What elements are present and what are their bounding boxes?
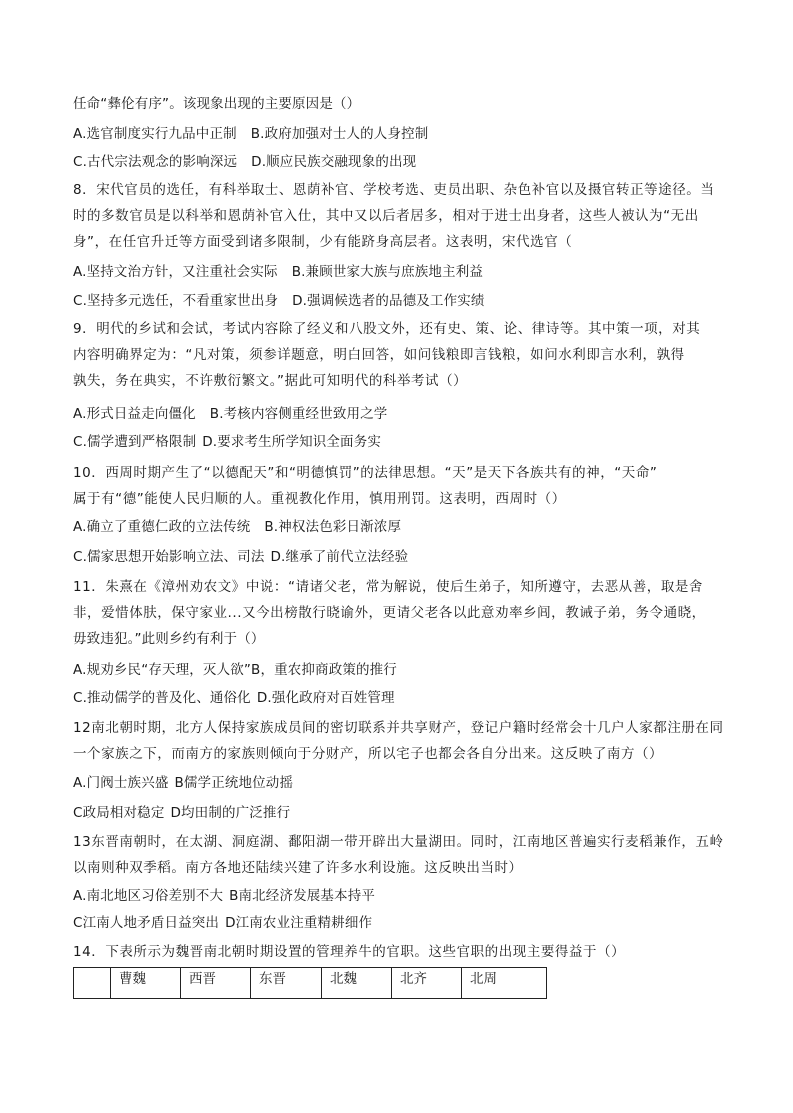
- q13-option-c: C江南人地矛盾日益突出: [73, 915, 220, 931]
- table-cell: 东晋: [251, 968, 322, 999]
- table-cell: 曹魏: [111, 968, 181, 999]
- q13-options-ab: [73, 887, 375, 905]
- q10-option-b: B.神权法色彩日渐浓厚: [264, 519, 402, 535]
- q11-stem-line-1: 11．朱熹在《漳州劝农文》中说：“请诸父老，常为解说，使后生弟子，知所遵守，去恶从善，取是舍: [73, 579, 703, 595]
- q10-option-c: C.儒家思想开始影响立法、司法: [73, 549, 265, 565]
- q13-option-d: D江南农业注重精耕细作: [225, 915, 373, 931]
- q7-option-c: C.古代宗法观念的影响深远: [73, 154, 238, 170]
- q9-stem-line-2: 内容明确界定为：“凡对策，须参详题意，明白回答，如问钱粮即言钱粮，如问水利即言水利，孰得: [73, 347, 685, 363]
- q9-option-a: A.形式日益走向僵化: [73, 406, 196, 422]
- q7-options-ab: [73, 125, 428, 143]
- q12-options-ab: [73, 774, 293, 792]
- q11-options-cd: [73, 689, 395, 707]
- q9-options-cd: [73, 433, 381, 451]
- q7-option-d: D.顺应民族交融现象的出现: [251, 154, 417, 170]
- office-table: [73, 967, 547, 999]
- q8-stem-line-1: 8．宋代官员的选任，有科举取士、恩荫补官、学校考选、吏员出职、杂色补官以及摄官转正等途径。当: [73, 182, 715, 198]
- q12-stem-line-2: 一个家族之下，而南方的家族则倾向于分财产，所以宅子也都会各自分出来。这反映了南方（）: [73, 746, 664, 762]
- q8-option-b: B.兼顾世家大族与庶族地主利益: [291, 264, 484, 280]
- q10-option-d: D.继承了前代立法经验: [270, 549, 409, 565]
- q11-options-ab: [73, 661, 397, 679]
- q7-option-b: B.政府加强对士人的人身控制: [250, 126, 429, 142]
- q11-option-c: C.推动儒学的普及化、通俗化: [73, 690, 251, 706]
- q13-stem-line-2: 以南则种双季稻。南方各地还陆续兴建了许多水利设施。这反映出当时）: [73, 860, 523, 876]
- q8-option-d: D.强调候选者的品德及工作实绩: [292, 293, 485, 309]
- q10-options-cd: [73, 548, 408, 566]
- q11-option-a: A.规劝乡民“存天理，灭人欲”: [73, 662, 252, 678]
- q10-options-ab: [73, 518, 401, 536]
- q9-stem-line-3: 孰失，务在典实，不许敷衍繁文。”据此可知明代的科举考试（）: [73, 373, 468, 389]
- q11-option-b: B，重农抑商政策的推行: [251, 662, 397, 678]
- q13-options-cd: [73, 914, 372, 932]
- q10-stem-line-1: 10．西周时期产生了“以德配天”和“明德慎罚”的法律思想。“天”是天下各族共有的神，“天命”: [73, 465, 658, 481]
- q9-option-b: B.考核内容侧重经世致用之学: [209, 406, 388, 422]
- q11-stem-line-2: 非，爱惜体肤，保守家业...又今出榜散行晓谕外，更请父老各以此意劝率乡闾，教诫子弟，务令通晓，: [73, 605, 706, 621]
- q12-options-cd: [73, 804, 290, 822]
- q12-option-c: C政局相对稳定: [73, 805, 165, 821]
- q13-option-b: B南北经济发展基本持平: [229, 888, 376, 904]
- q7-options-cd: [73, 153, 416, 171]
- q9-stem-line-1: 9．明代的乡试和会试，考试内容除了经义和八股文外，还有史、策、论、律诗等。其中策一项，对其: [73, 321, 701, 337]
- q8-stem-line-2: 时的多数官员是以科举和恩荫补官入仕，其中又以后者居多，相对于进士出身者，这些人被认为“无出: [73, 208, 699, 224]
- q8-option-c: C.坚持多元选任，不看重家世出身: [73, 293, 279, 309]
- q12-stem-line-1: 12南北朝时期，北方人保持家族成员间的密切联系并共享财产，登记户籍时经常会十几户人家都注册在同: [73, 720, 724, 736]
- q10-option-a: A.确立了重德仁政的立法传统: [73, 519, 251, 535]
- q11-option-d: D.强化政府对百姓管理: [256, 690, 395, 706]
- table-row: [74, 968, 547, 999]
- q12-option-b: B儒学正统地位动摇: [174, 775, 294, 791]
- q12-option-d: D均田制的广泛推行: [170, 805, 291, 821]
- q8-stem-line-3: 身”，在任官升迁等方面受到诸多限制，少有能跻身高层者。这表明，宋代选官（: [73, 234, 573, 250]
- table-cell-blank: [74, 968, 111, 999]
- q10-stem-line-2: 属于有“德”能使人民归顺的人。重视教化作用，慎用刑罚。这表明，西周时（）: [73, 491, 566, 507]
- q8-option-a: A.坚持文治方针，又注重社会实际: [73, 264, 278, 280]
- q14-stem: 14．下表所示为魏晋南北朝时期设置的管理养牛的官职。这些官职的出现主要得益于（）: [73, 944, 626, 960]
- q7-stem-end: [73, 95, 360, 113]
- q8-options-ab: [73, 263, 483, 281]
- table-cell: 西晋: [181, 968, 251, 999]
- q13-option-a: A.南北地区习俗差别不大: [73, 888, 224, 904]
- q9-option-c: C.儒学遭到严格限制: [73, 434, 197, 450]
- table-cell: 北齐: [392, 968, 462, 999]
- q12-option-a: A.门阀士族兴盛: [73, 775, 169, 791]
- q7-option-a: A.选官制度实行九品中正制: [73, 126, 237, 142]
- q8-options-cd: [73, 292, 485, 310]
- q13-stem-line-1: 13东晋南朝时，在太湖、洞庭湖、鄱阳湖一带开辟出大量湖田。同时，江南地区普遍实行麦稻兼作，五岭: [73, 834, 724, 850]
- q9-option-d: D.要求考生所学知识全面务实: [202, 434, 382, 450]
- table-cell: 北魏: [322, 968, 392, 999]
- table-cell: 北周: [462, 968, 547, 999]
- q9-options-ab: [73, 405, 387, 423]
- q7-stem-text: 任命“彝伦有序”。该现象出现的主要原因是（）: [73, 96, 361, 112]
- q11-stem-line-3: 毋致违犯。”此则乡约有利于（）: [73, 631, 265, 647]
